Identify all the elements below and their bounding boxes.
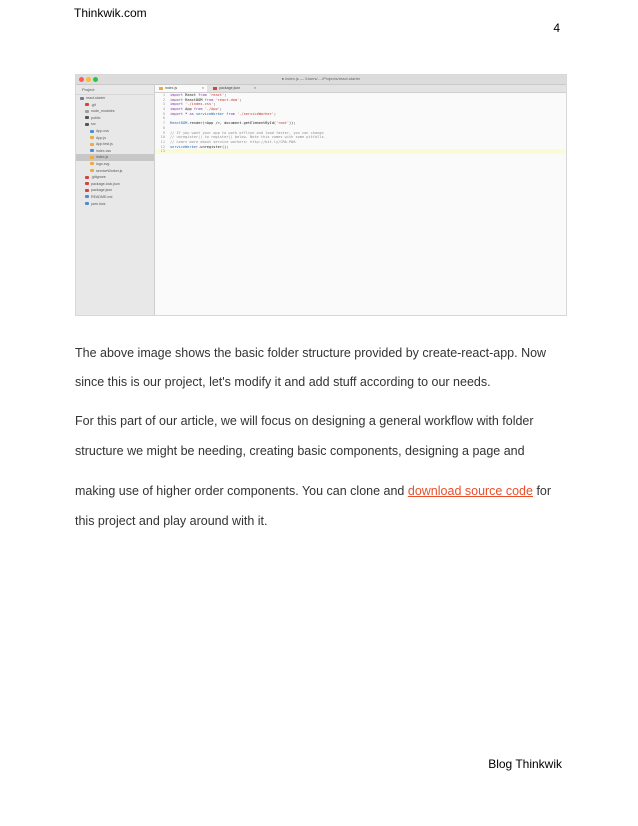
code-token: // If you want your app to work offline and load faster, you can change bbox=[170, 130, 324, 135]
line-number: 1 bbox=[162, 93, 165, 97]
tree-item[interactable] bbox=[76, 161, 154, 168]
tree-item-label: public bbox=[91, 115, 101, 120]
tree-item[interactable] bbox=[76, 115, 154, 122]
code-token: ; bbox=[224, 93, 227, 97]
code-token: .render(<App />, document.getElementById( bbox=[187, 121, 277, 126]
tab-label: index.js bbox=[165, 86, 178, 90]
tree-item[interactable] bbox=[76, 201, 154, 208]
line-number: 5 bbox=[162, 111, 165, 116]
project-tree-items bbox=[76, 95, 154, 207]
line-number: 13 bbox=[160, 149, 165, 154]
code-token: as bbox=[189, 111, 196, 116]
tree-item[interactable] bbox=[76, 121, 154, 128]
tree-item[interactable] bbox=[76, 148, 154, 155]
code-token: 'root' bbox=[276, 121, 290, 126]
json-file-icon bbox=[213, 87, 217, 90]
file-icon bbox=[80, 97, 84, 100]
tree-item-label: index.js bbox=[96, 155, 109, 160]
tree-item[interactable] bbox=[76, 135, 154, 142]
file-icon bbox=[85, 195, 89, 198]
paragraph-2-line-1: For this part of our article, we will focus on designing a general workflow with folder bbox=[75, 414, 534, 428]
tree-item[interactable] bbox=[76, 141, 154, 148]
code-line bbox=[155, 149, 566, 154]
tree-item[interactable] bbox=[76, 128, 154, 135]
code-token: from bbox=[198, 93, 209, 97]
code-area[interactable] bbox=[155, 93, 566, 154]
tree-item[interactable] bbox=[76, 95, 154, 102]
project-tree-title: Project bbox=[76, 85, 154, 95]
tree-item-label: logo.svg bbox=[96, 161, 110, 166]
paragraph-3-line-1 bbox=[75, 484, 555, 499]
tree-item[interactable] bbox=[76, 108, 154, 115]
tree-item[interactable] bbox=[76, 102, 154, 109]
code-token: from bbox=[226, 111, 238, 116]
file-icon bbox=[90, 162, 94, 165]
code-token: ; bbox=[213, 102, 216, 107]
tree-item-label: src bbox=[91, 122, 96, 127]
file-icon bbox=[90, 130, 94, 133]
tree-item-label: .gitignore bbox=[91, 175, 106, 180]
code-token: from bbox=[204, 97, 216, 102]
code-token: import bbox=[170, 93, 186, 97]
code-token: ReactDOM bbox=[170, 121, 188, 126]
tree-item-label: .git bbox=[91, 102, 96, 107]
code-token: ; bbox=[273, 111, 277, 116]
tree-item[interactable] bbox=[76, 181, 154, 188]
tree-item[interactable] bbox=[76, 187, 154, 194]
window-title: ● index.js — /Users/..../Projects/react-starter bbox=[281, 76, 361, 81]
file-icon bbox=[85, 116, 89, 119]
code-token: './serviceWorker' bbox=[237, 111, 274, 116]
code-token: serviceWorker bbox=[170, 144, 199, 149]
code-token: import bbox=[170, 102, 186, 107]
tree-item[interactable] bbox=[76, 168, 154, 175]
window-titlebar bbox=[76, 75, 566, 85]
code-token: import bbox=[170, 107, 186, 112]
tree-item-label: yarn.lock bbox=[91, 201, 106, 206]
file-icon bbox=[90, 149, 94, 152]
code-token: 'react' bbox=[208, 93, 225, 97]
file-icon bbox=[90, 136, 94, 139]
line-number: 9 bbox=[162, 130, 165, 135]
tab-label: package.json bbox=[219, 86, 241, 90]
line-number: 3 bbox=[162, 102, 165, 107]
code-editor bbox=[155, 85, 566, 315]
tree-item[interactable] bbox=[76, 194, 154, 201]
line-number: 11 bbox=[160, 139, 165, 144]
file-icon bbox=[90, 143, 94, 146]
close-tab-icon[interactable]: × bbox=[201, 86, 204, 90]
tree-item-label: App.css bbox=[96, 128, 109, 133]
paragraph-3-line-2: this project and play around with it. bbox=[75, 514, 268, 528]
code-token: import bbox=[170, 97, 186, 102]
code-token: App bbox=[185, 107, 194, 112]
editor-screenshot bbox=[75, 74, 567, 316]
tree-item-label: serviceWorker.js bbox=[96, 168, 123, 173]
tree-item-label: package.json bbox=[91, 188, 113, 193]
code-token: )); bbox=[289, 121, 296, 126]
file-icon bbox=[90, 169, 94, 172]
editor-tabs bbox=[155, 85, 566, 93]
site-name: Thinkwik.com bbox=[74, 6, 147, 20]
paragraph-3-text: making use of higher order components. You can clone and bbox=[75, 484, 408, 498]
paragraph-1-line-1: The above image shows the basic folder structure provided by create-react-app. Now bbox=[75, 346, 547, 360]
file-icon bbox=[85, 123, 89, 126]
code-token: ; bbox=[219, 107, 222, 112]
tree-item-label: index.css bbox=[96, 148, 111, 153]
file-icon bbox=[85, 189, 89, 192]
line-number: 2 bbox=[162, 97, 165, 102]
code-token: ; bbox=[239, 97, 242, 102]
paragraph-2-line-2: structure we might be needing, creating basic components, designing a page and bbox=[75, 444, 525, 458]
file-icon bbox=[85, 103, 89, 106]
tree-item-label: README.md bbox=[91, 194, 113, 199]
code-token: * bbox=[185, 111, 190, 116]
code-token: './index.css' bbox=[185, 102, 214, 107]
code-token: // Learn more about service workers: http://bit.ly/CRA-PWA bbox=[170, 139, 296, 144]
line-number: 6 bbox=[162, 116, 165, 121]
tab-index-js[interactable] bbox=[155, 85, 207, 92]
file-icon bbox=[85, 182, 89, 185]
code-token: .unregister(); bbox=[198, 144, 229, 149]
line-number: 7 bbox=[162, 121, 165, 126]
code-token: './App' bbox=[204, 107, 220, 112]
paragraph-3-text-end: for bbox=[532, 484, 552, 498]
paragraph-1-line-2: since this is our project, let's modify it and add stuff according to our needs. bbox=[75, 375, 491, 389]
code-token: serviceWorker bbox=[195, 111, 227, 116]
tree-item-label: App.js bbox=[96, 135, 106, 140]
code-token: // unregister() to register() below. Note this comes with some pitfalls. bbox=[170, 135, 326, 140]
tab-package-json[interactable] bbox=[209, 85, 259, 92]
file-icon bbox=[85, 110, 89, 113]
code-token: ReactDOM bbox=[185, 97, 205, 102]
page-number: 4 bbox=[553, 21, 560, 35]
file-icon bbox=[90, 156, 94, 159]
code-token: from bbox=[193, 107, 205, 112]
line-number: 12 bbox=[160, 144, 165, 149]
tree-item-label: App.test.js bbox=[96, 142, 113, 147]
close-tab-icon[interactable]: × bbox=[253, 86, 256, 90]
tree-item-label: package-lock.json bbox=[91, 181, 120, 186]
code-token: 'react-dom' bbox=[215, 97, 240, 102]
tree-item[interactable] bbox=[76, 154, 154, 161]
file-icon bbox=[85, 202, 89, 205]
tree-item-label: node_modules bbox=[91, 109, 115, 114]
tree-item-label: react-starter bbox=[86, 96, 106, 100]
footer-brand: Blog Thinkwik bbox=[488, 757, 562, 771]
tree-item[interactable] bbox=[76, 174, 154, 181]
file-icon bbox=[85, 176, 89, 179]
js-file-icon bbox=[159, 87, 163, 90]
line-number: 10 bbox=[160, 135, 165, 140]
project-tree bbox=[76, 85, 155, 315]
line-number: 8 bbox=[162, 125, 165, 130]
code-token: React bbox=[185, 93, 199, 97]
download-source-code-link[interactable]: download source code bbox=[407, 484, 533, 498]
code-token: import bbox=[170, 111, 186, 116]
line-number: 4 bbox=[162, 107, 165, 112]
